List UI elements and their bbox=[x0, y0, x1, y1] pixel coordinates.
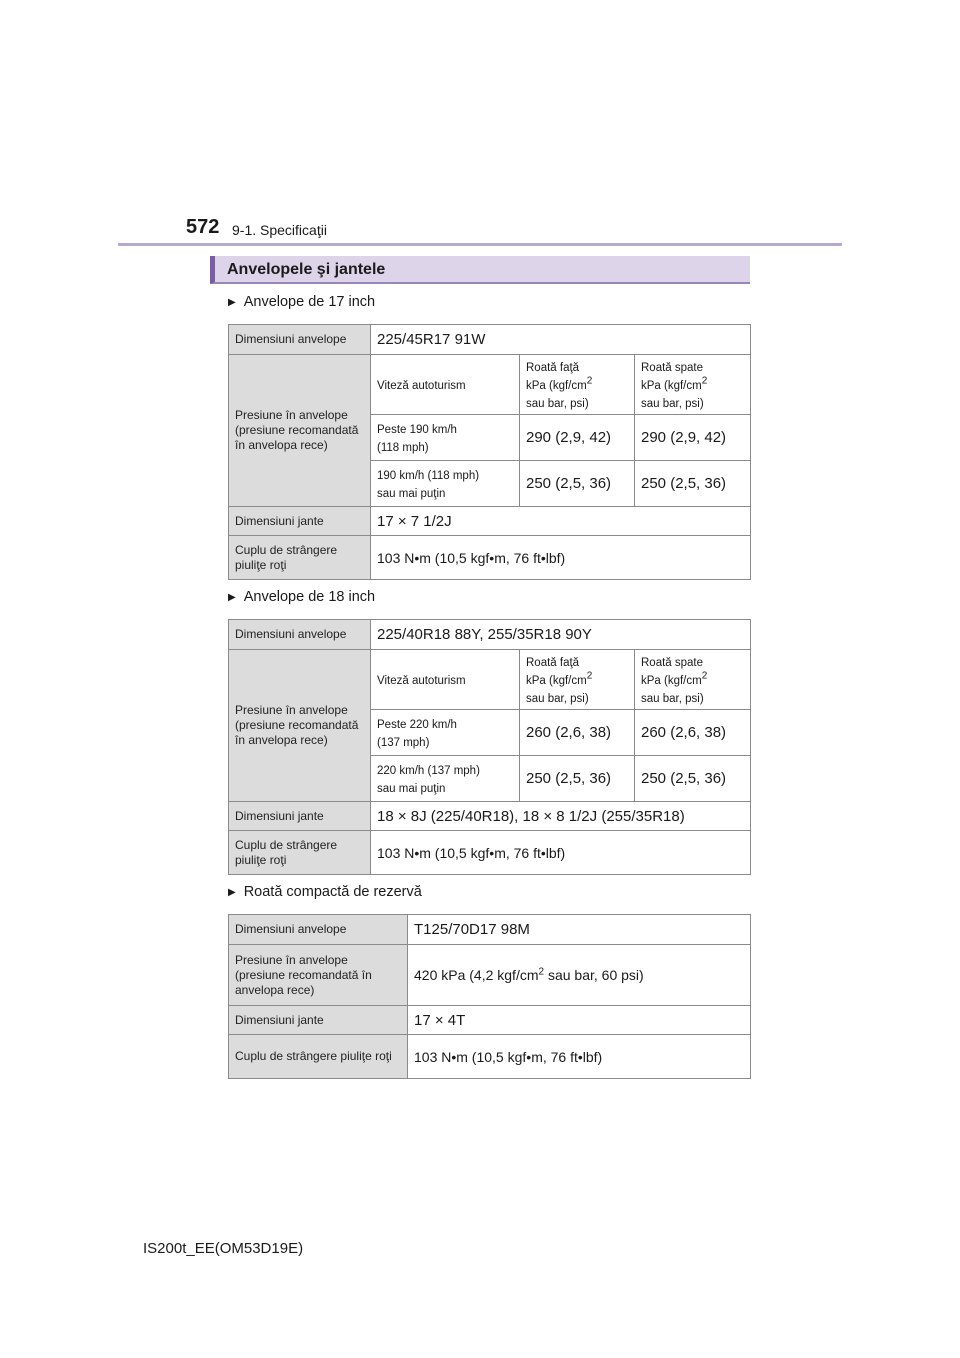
rear-pressure: 260 (2,6, 38) bbox=[635, 710, 751, 756]
pressure-label: Presiune în anvelope (presiune recomandată în anvelopa rece) bbox=[229, 650, 371, 802]
wheel-value: 17 × 4T bbox=[408, 1006, 751, 1035]
table-row bbox=[229, 536, 751, 580]
triangle-right-icon: ▶ bbox=[228, 297, 236, 308]
size-value: 225/40R18 88Y, 255/35R18 90Y bbox=[371, 620, 751, 650]
wheel-value: 17 × 7 1/2J bbox=[371, 507, 751, 536]
chapter-title: 9-1. Specificaţii bbox=[232, 222, 327, 238]
table-row bbox=[229, 650, 751, 710]
tire-table-spare bbox=[228, 914, 751, 1079]
front-pressure: 250 (2,5, 36) bbox=[520, 461, 635, 507]
wheel-label: Dimensiuni jante bbox=[229, 802, 371, 831]
table-row bbox=[229, 507, 751, 536]
torque-label: Cuplu de strângere piuliţe roţi bbox=[229, 1035, 408, 1079]
triangle-right-icon: ▶ bbox=[228, 592, 236, 603]
subsection-spare bbox=[228, 884, 422, 900]
table-row bbox=[229, 915, 751, 945]
torque-label: Cuplu de strângere piuliţe roţi bbox=[229, 536, 371, 580]
rear-pressure: 290 (2,9, 42) bbox=[635, 415, 751, 461]
torque-value: 103 N•m (10,5 kgf•m, 76 ft•lbf) bbox=[408, 1035, 751, 1079]
page-number: 572 bbox=[186, 216, 220, 238]
speed-header: Viteză autoturism bbox=[371, 355, 520, 415]
size-label: Dimensiuni anvelope bbox=[229, 620, 371, 650]
subsection-title: Roată compactă de rezervă bbox=[243, 884, 422, 900]
front-header: Roată faţă kPa ($kgf/cm^2$ sau bar, psi) bbox=[520, 355, 635, 415]
tire-table-17 bbox=[228, 324, 751, 580]
table-row bbox=[229, 620, 751, 650]
size-value: T125/70D17 98M bbox=[408, 915, 751, 945]
speed-cell: Peste 190 km/h (118 mph) bbox=[371, 415, 520, 461]
tire-table-18 bbox=[228, 619, 751, 875]
torque-value: 103 N•m (10,5 kgf•m, 76 ft•lbf) bbox=[371, 831, 751, 875]
subsection-title: Anvelope de 18 inch bbox=[243, 589, 376, 605]
wheel-label: Dimensiuni jante bbox=[229, 507, 371, 536]
header-rule bbox=[118, 243, 842, 246]
section-heading: Anvelopele şi jantele bbox=[210, 256, 750, 284]
pressure-label: Presiune în anvelope (presiune recomandată în anvelopa rece) bbox=[229, 945, 408, 1006]
rear-header: Roată spate kPa ($kgf/cm^2$ sau bar, psi) bbox=[635, 650, 751, 710]
table-row bbox=[229, 1035, 751, 1079]
wheel-value: 18 × 8J (225/40R18), 18 × 8 1/2J (255/35R18) bbox=[371, 802, 751, 831]
size-value: 225/45R17 91W bbox=[371, 325, 751, 355]
speed-cell: Peste 220 km/h (137 mph) bbox=[371, 710, 520, 756]
table-row bbox=[229, 945, 751, 1006]
front-pressure: 290 (2,9, 42) bbox=[520, 415, 635, 461]
pressure-label: Presiune în anvelope (presiune recomandată în anvelopa rece) bbox=[229, 355, 371, 507]
front-header: Roată faţă kPa ($kgf/cm^2$ sau bar, psi) bbox=[520, 650, 635, 710]
rear-pressure: 250 (2,5, 36) bbox=[635, 756, 751, 802]
subsection-18-inch bbox=[228, 589, 375, 605]
document-code: IS200t_EE(OM53D19E) bbox=[143, 1240, 304, 1257]
pressure-value: 420 kPa (4,2 kgf/$cm^2$ sau bar, 60 psi) bbox=[408, 945, 751, 1006]
wheel-label: Dimensiuni jante bbox=[229, 1006, 408, 1035]
table-row bbox=[229, 831, 751, 875]
table-row bbox=[229, 802, 751, 831]
front-pressure: 250 (2,5, 36) bbox=[520, 756, 635, 802]
speed-header: Viteză autoturism bbox=[371, 650, 520, 710]
size-label: Dimensiuni anvelope bbox=[229, 325, 371, 355]
subsection-title: Anvelope de 17 inch bbox=[243, 294, 376, 310]
table-row bbox=[229, 355, 751, 415]
torque-label: Cuplu de strângere piuliţe roţi bbox=[229, 831, 371, 875]
size-label: Dimensiuni anvelope bbox=[229, 915, 408, 945]
table-row bbox=[229, 325, 751, 355]
subsection-17-inch bbox=[228, 294, 375, 310]
front-pressure: 260 (2,6, 38) bbox=[520, 710, 635, 756]
speed-cell: 190 km/h (118 mph) sau mai puţin bbox=[371, 461, 520, 507]
rear-header: Roată spate kPa ($kgf/cm^2$ sau bar, psi) bbox=[635, 355, 751, 415]
triangle-right-icon: ▶ bbox=[228, 887, 236, 898]
table-row bbox=[229, 1006, 751, 1035]
torque-value: 103 N•m (10,5 kgf•m, 76 ft•lbf) bbox=[371, 536, 751, 580]
rear-pressure: 250 (2,5, 36) bbox=[635, 461, 751, 507]
speed-cell: 220 km/h (137 mph) sau mai puţin bbox=[371, 756, 520, 802]
